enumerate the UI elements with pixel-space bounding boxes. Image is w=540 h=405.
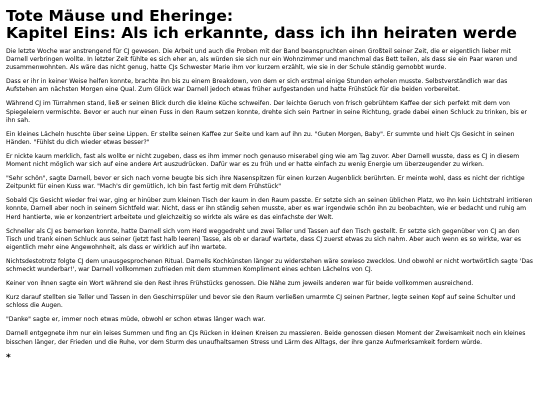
title-line-2: Kapitel Eins: Als ich erkannte, dass ich ihn heiraten werde: [6, 24, 517, 42]
paragraph: Dass er ihr in keiner Weise helfen konnte, brachte ihn bis zu einem Breakdown, von dem er sich erstmal einige Stunden erholen musste. Selbstverständlich war das Aufstehen am nächsten Morgen eine Qual. Zum Glück war Darnell jedoch etwas früher aufgestanden und hatte Frühstück für die beiden vorbereitet.: [6, 78, 508, 94]
paragraph: Keiner von ihnen sagte ein Wort während sie den Rest ihres Frühstücks genossen. Die Nähe zum jeweils anderen war für beide vollkommen ausreichend.: [6, 280, 474, 288]
paragraph: Die letzte Woche war anstrengend für CJ gewesen. Die Arbeit und auch die Proben mit der Band beanspruchten einen Großteil seiner Zeit, die er eigentlich lieber mit Darnell verbringen wollte. In letzter Zeit fühlte es sich eher an, als würden sie sich nur ein Wohnzimmer und manchmal das Bett teilen, als dass sie ein Paar waren und zusammenwohnten. Als wäre das nicht genug, hatte CJs Schwester Marie ihm vor kurzem erzählt, wie sie in der Schule ständig gemobbt wurde.: [6, 48, 517, 72]
paragraph: Schneller als CJ es bemerken konnte, hatte Darnell sich vom Herd weggedreht und zwei Teller und Tassen auf den Tisch gestellt. Er setzte sich gegenüber von CJ an den Tisch und trank einen Schluck aus seiner (jetzt fast halb leeren) Tasse, als ob er darauf wartete, dass CJ zuerst etwas zu sich nahm. Aber auch wenn es so wirkte, war es eigentlich mehr eine Angewohnheit, als dass er wirklich auf ihn wartete.: [6, 227, 522, 251]
paragraph: Darnell entgegnete ihm nur ein leises Summen und fing an CJs Rücken in kleinen Kreisen zu massieren. Beide genossen diesen Moment der Zweisamkeit noch ein kleines bisschen länger, der Frieden und die Ruhe, vor dem Sturm des unaufhaltsamen Stress und Lärm des Alltags, der ihre ganze Aufmerksamkeit fordern würde.: [6, 330, 526, 346]
story-body: [6, 48, 534, 347]
paragraph: "Danke" sagte er, immer noch etwas müde, obwohl er schon etwas länger wach war.: [6, 316, 266, 324]
paragraph: Er nickte kaum merklich, fast als wollte er nicht zugeben, dass es ihm immer noch genauso miserabel ging wie am Tag zuvor. Aber Darnell wusste, dass es CJ in diesem Moment nicht möglich war sich auf eine andere Art auszudrücken. Dafür war es zu früh und er hatte einfach zu wenig Energie um überzeugender zu wirken.: [6, 152, 520, 169]
paragraph: Kurz darauf stellten sie Teller und Tassen in den Geschirrspüler und bevor sie den Raum verließen umarmte CJ seinen Partner, legte seinen Kopf auf seine Schulter und schloss die Augen.: [6, 294, 516, 310]
paragraph: Während CJ im Türrahmen stand, ließ er seinen Blick durch die kleine Küche schweifen. Der leichte Geruch von frisch gebrühtem Kaffee der sich perfekt mit dem von Spiegeleiern vermischte. Bevor er auch nur einen Fuss in den Raum setzen konnte, drehte sich sein Partner in seine Richtung, grade dabei einen Schluck zu trinken, bis er ihn sah.: [6, 100, 528, 124]
title-line-1: Tote Mäuse und Eheringe:: [6, 7, 234, 25]
paragraph: Sobald CJs Gesicht wieder frei war, ging er hinüber zum kleinen Tisch der kaum in den Raum passte. Er setzte sich an seinen üblichen Platz, wo ihn kein Lichtstrahl irritieren konnte, Darnell aber noch in seinem Sichtfeld war. Nicht, dass er ihn ständig sehen musste, aber es war irgendwie schön ihn zu beobachten, wie er bedacht und ruhig am Herd hantierte, wie er konzentriert arbeitete und gleichzeitig so wirkte als wäre es das einfachste der Welt.: [6, 197, 533, 221]
section-separator: *: [6, 352, 11, 363]
paragraph: Nichtsdestotrotz folgte CJ dem unausgesprochenen Ritual. Darnells Kochkünsten länger zu widerstehen wäre sowieso zwecklos. Und obwohl er nicht wortwörtlich sagte 'Das schmeckt wunderbar!', war Darnell vollkommen zufrieden mit dem stummen Kompliment eines echten Lächelns von CJ.: [6, 257, 533, 273]
story-title: [6, 8, 534, 42]
paragraph: "Sehr schön", sagte Darnell, bevor er sich nach vorne beugte bis sich ihre Nasenspitzen für einen kurzen Augenblick berührten. Er meinte wohl, dass es nicht der richtige Zeitpunkt für einen Kuss war. "Mach's dir gemütlich, Ich bin fast fertig mit dem Frühstück": [6, 175, 525, 191]
paragraph: Ein kleines Lächeln huschte über seine Lippen. Er stellte seinen Kaffee zur Seite und kam auf ihn zu. "Guten Morgen, Baby". Er summte und hielt CJs Gesicht in seinen Händen. "Fühlst du dich wieder etwas besser?": [6, 130, 515, 146]
